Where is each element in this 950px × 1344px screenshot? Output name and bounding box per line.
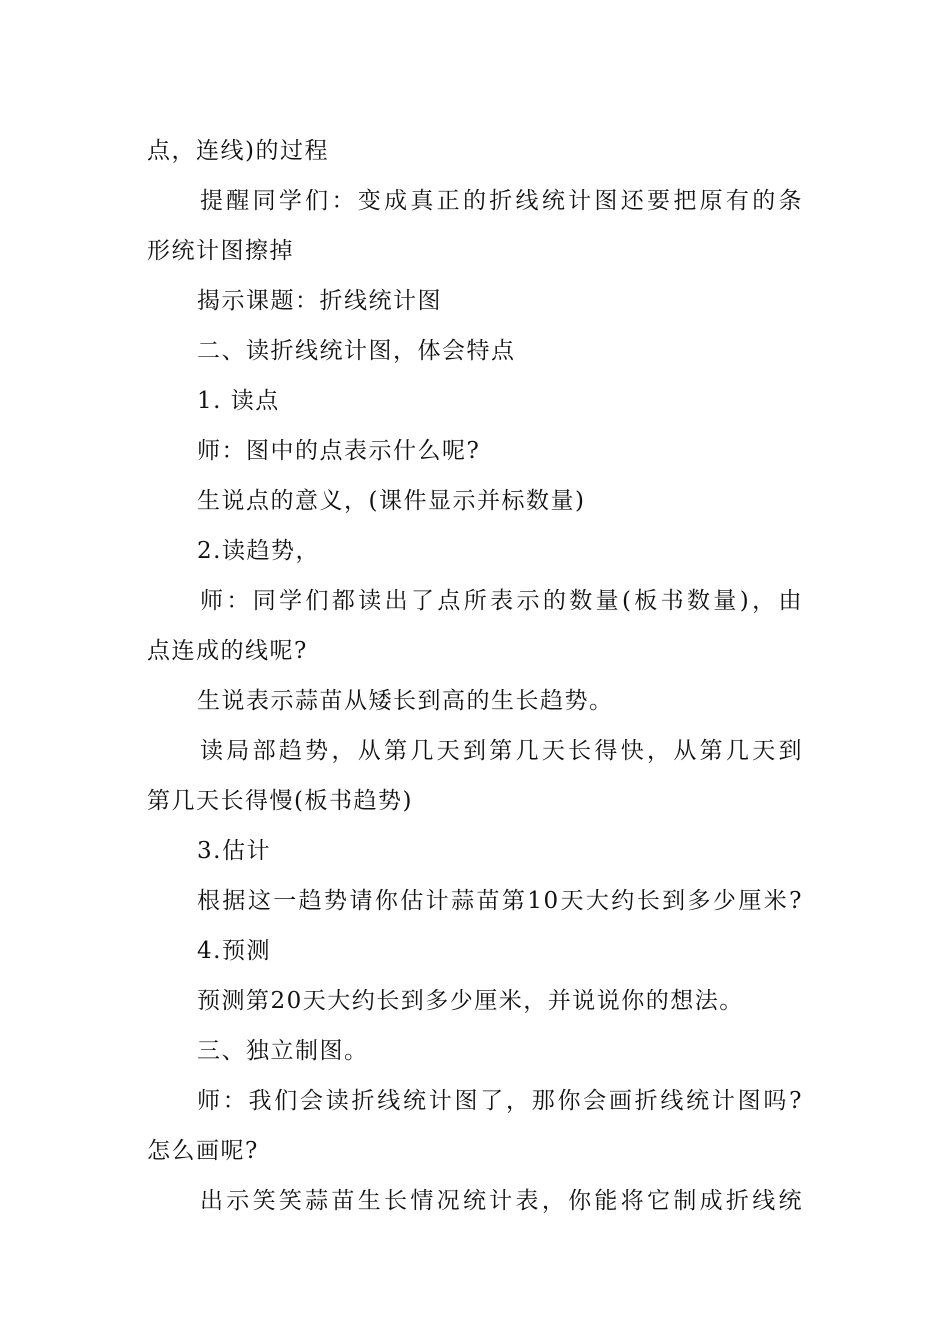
section-heading: 二、读折线统计图，体会特点	[197, 338, 516, 364]
text-line: 师：同学们都读出了点所表示的数量(板书数量)，由	[200, 588, 803, 614]
text-line: 怎么画呢?	[147, 1138, 259, 1164]
subsection-heading: 2.读趋势，	[197, 538, 320, 564]
text-line: 形统计图擦掉	[147, 238, 294, 264]
text-line: 生说表示蒜苗从矮长到高的生长趋势。	[197, 688, 614, 714]
text-line: 师：图中的点表示什么呢?	[197, 438, 481, 464]
text-line: 第几天长得慢(板书趋势)	[147, 788, 413, 814]
text-line: 生说点的意义，(课件显示并标数量)	[197, 488, 586, 514]
text-line: 点连成的线呢?	[147, 638, 308, 664]
subsection-heading: 3.估计	[197, 838, 271, 864]
text-line: 提醒同学们：变成真正的折线统计图还要把原有的条	[200, 188, 803, 214]
subsection-heading: 1. 读点	[197, 388, 280, 414]
text-line: 根据这一趋势请你估计蒜苗第10天大约长到多少厘米?	[197, 888, 803, 914]
section-heading: 三、独立制图。	[197, 1038, 369, 1064]
text-line: 点，连线)的过程	[147, 138, 329, 164]
text-line: 读局部趋势，从第几天到第几天长得快，从第几天到	[200, 738, 803, 764]
text-line: 揭示课题：折线统计图	[197, 288, 442, 314]
text-line: 师：我们会读折线统计图了，那你会画折线统计图吗?	[197, 1088, 803, 1114]
subsection-heading: 4.预测	[197, 938, 271, 964]
text-line: 预测第20天大约长到多少厘米，并说说你的想法。	[197, 988, 744, 1014]
text-line: 出示笑笑蒜苗生长情况统计表，你能将它制成折线统	[200, 1188, 803, 1214]
